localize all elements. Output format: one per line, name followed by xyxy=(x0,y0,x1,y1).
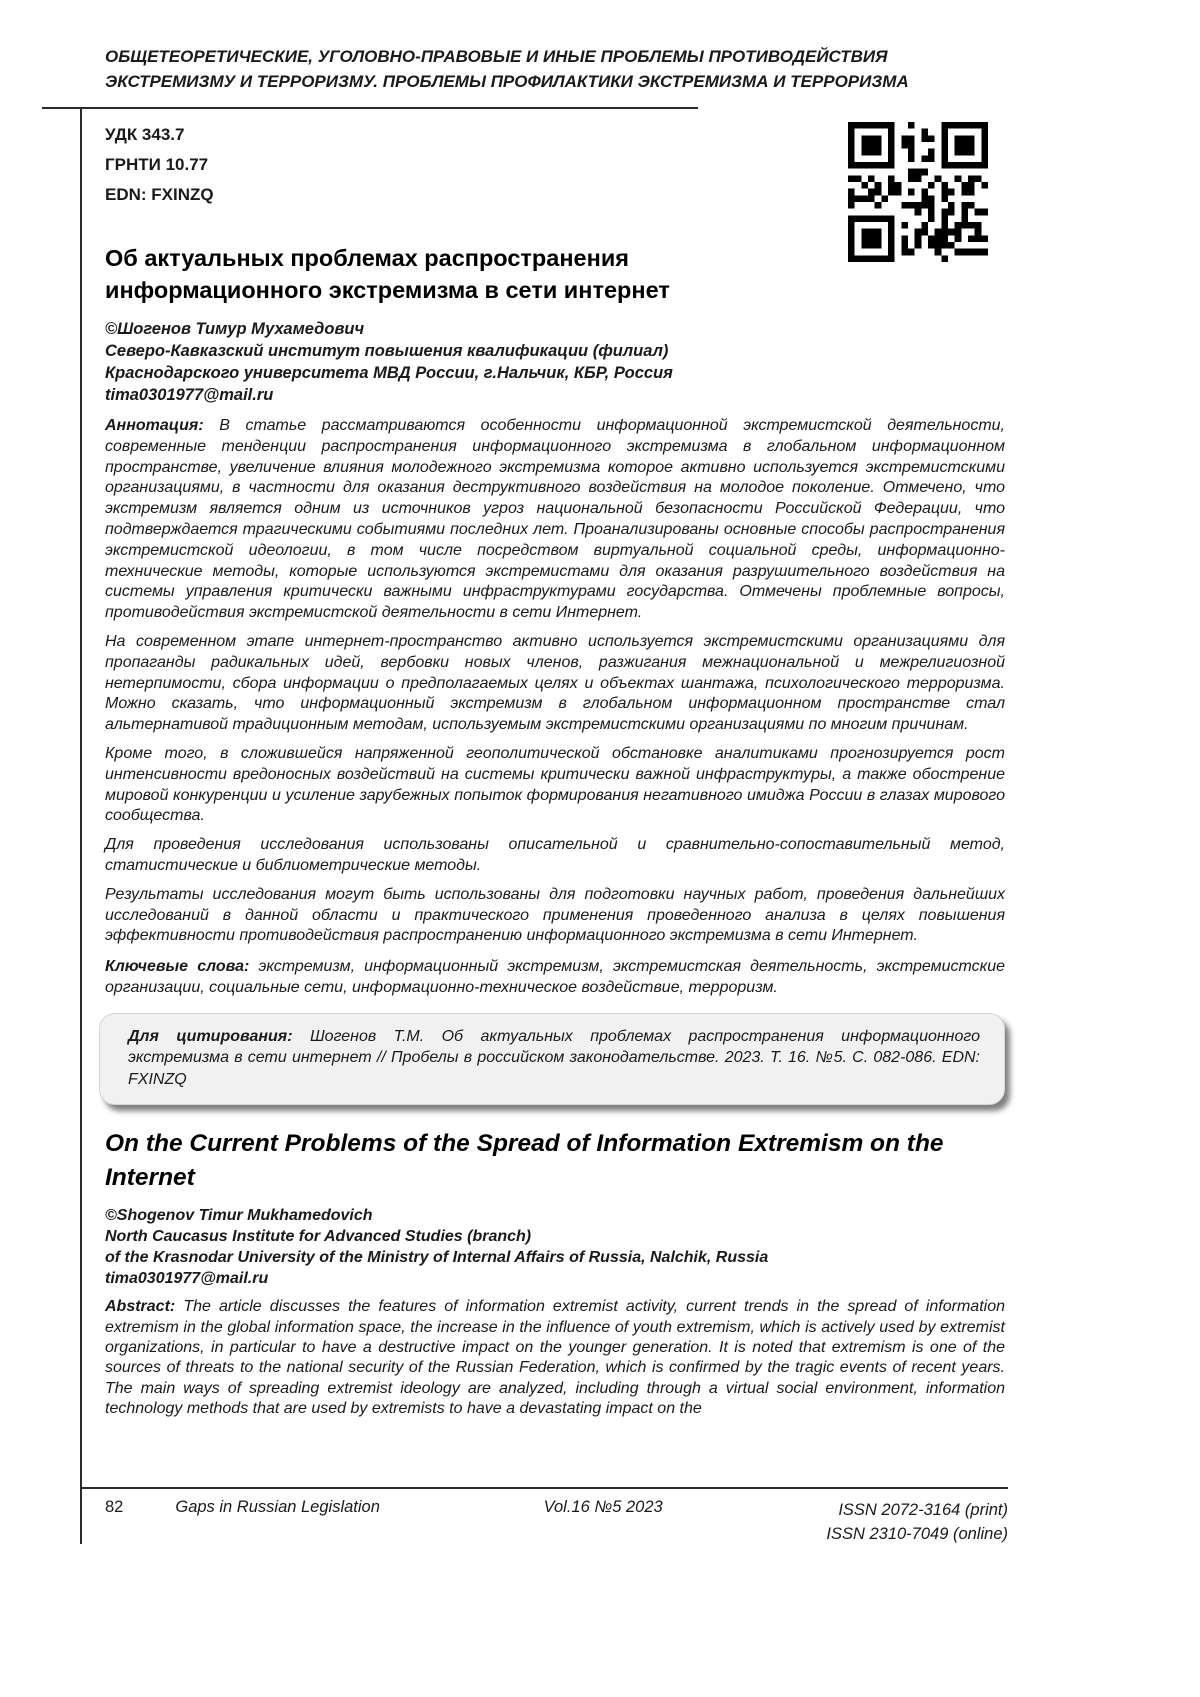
author-block-en xyxy=(105,1205,1005,1289)
abstract-ru xyxy=(105,416,1005,999)
footer-left xyxy=(105,1498,380,1517)
article-title-ru-line-2: информационного экстремизма в сети интернет xyxy=(105,277,670,303)
issn-online: ISSN 2310-7049 (online) xyxy=(826,1525,1008,1543)
abstract-paragraph: Кроме того, в сложившейся напряженной геополитической обстановке аналитиками прогнозируется рост интенсивности вредоносных воздействий на системы критически важной инфраструктуры, а также обострение мировой конкуренции и усиление зарубежных попыток формирования негативного имиджа России в глазах мирового сообщества. xyxy=(105,744,1005,825)
rubric-line-2: ЭКСТРЕМИЗМУ И ТЕРРОРИЗМУ. ПРОБЛЕМЫ ПРОФИЛАКТИКИ ЭКСТРЕМИЗМА И ТЕРРОРИЗМА xyxy=(105,72,909,91)
issn-block xyxy=(826,1498,1008,1546)
author-block-ru xyxy=(105,318,1005,406)
article-title-en xyxy=(105,1127,1005,1195)
journal-name: Gaps in Russian Legislation xyxy=(175,1498,380,1516)
page-number: 82 xyxy=(105,1498,124,1516)
abstract-paragraph xyxy=(105,416,1005,624)
citation-body: Шогенов Т.М. Об актуальных проблемах распространения информационного экстремизма в сети интернет // Пробелы в российском законодательстве. 2023. Т. 16. №5. С. 082-086. EDN: FXINZQ xyxy=(128,1027,980,1088)
citation-box xyxy=(99,1013,1005,1106)
rubric-line-1: ОБЩЕТЕОРЕТИЧЕСКИЕ, УГОЛОВНО-ПРАВОВЫЕ И ИНЫЕ ПРОБЛЕМЫ ПРОТИВОДЕЙСТВИЯ xyxy=(105,47,888,66)
affiliation-ru-line-1: Северо-Кавказский институт повышения квалификации (филиал) xyxy=(105,342,669,360)
article-title-ru-line-1: Об актуальных проблемах распространения xyxy=(105,245,629,271)
grnti-code: ГРНТИ 10.77 xyxy=(105,155,209,174)
article-title-ru xyxy=(105,242,1005,306)
author-email-ru: tima0301977@mail.ru xyxy=(105,386,274,404)
article-meta xyxy=(105,120,1005,210)
abstract-en xyxy=(105,1297,1005,1419)
rubric-header xyxy=(105,44,1005,94)
author-name-ru: ©Шогенов Тимур Мухамедович xyxy=(105,320,365,338)
abstract-label-ru: Аннотация: xyxy=(105,417,204,434)
issn-print: ISSN 2072-3164 (print) xyxy=(838,1501,1008,1519)
affiliation-ru-line-2: Краснодарского университета МВД России, г.Нальчик, КБР, Россия xyxy=(105,364,673,382)
citation-label: Для цитирования: xyxy=(128,1027,293,1045)
volume-issue: Vol.16 №5 2023 xyxy=(543,1498,663,1516)
article-title-en-line-1: On the Current Problems of the Spread of Information Extremism on the xyxy=(105,1130,944,1158)
keywords-text-ru: экстремизм, информационный экстремизм, экстремистская деятельность, экстремистские организации, социальные сети, информационно-техническое воздействие, терроризм. xyxy=(105,958,1006,996)
affiliation-en-line-2: of the Krasnodar University of the Ministry of Internal Affairs of Russia, Nalchik, Russia xyxy=(105,1249,769,1267)
affiliation-en-line-1: North Caucasus Institute for Advanced Studies (branch) xyxy=(105,1228,532,1246)
article-title-en-line-2: Internet xyxy=(105,1164,195,1192)
abstract-paragraph: Для проведения исследования использованы описательной и сравнительно-сопоставительный метод, статистические и библиометрические методы. xyxy=(105,836,1005,874)
page-footer xyxy=(80,1487,1008,1546)
abstract-paragraph-en xyxy=(105,1297,1005,1419)
citation-text xyxy=(128,1026,980,1091)
keywords-label-ru: Ключевые слова: xyxy=(105,958,250,976)
author-email-en: tima0301977@mail.ru xyxy=(105,1270,269,1288)
abstract-label-en: Abstract: xyxy=(105,1298,176,1316)
edn-code: EDN: FXINZQ xyxy=(105,185,214,204)
abstract-paragraph: Результаты исследования могут быть использованы для подготовки научных работ, проведения дальнейших исследований в данной области и практического применения проведенного анализа в целях повышения эффективности противодействия распространению информационного экстремизма в сети Интернет. xyxy=(105,885,1005,945)
udk-code: УДК 343.7 xyxy=(105,125,185,144)
author-name-en: ©Shogenov Timur Mukhamedovich xyxy=(105,1207,373,1225)
abstract-text-en: The article discusses the features of information extremist activity, current trends in the spread of information extremism in the global information space, the increase in the influence of youth extremism, which is actively used by extremist organizations, in particular to have a destructive impact on the younger generation. It is noted that extremism is one of the sources of threats to the national security of the Russian Federation, which is confirmed by the tragic events of recent years. The main ways of spreading extremist ideology are analyzed, including through a virtual social environment, information technology methods that are used by extremists to have a devastating impact on the xyxy=(105,1298,1006,1418)
abstract-text: В статье рассматриваются особенности информационной экстремистской деятельности, современные тенденции распространения информационного экстремизма в глобальном информационном пространстве, увеличение влияния молодежного экстремизма которое активно используется экстремистскими организациями, в частности для оказания деструктивного воздействия на молодое поколение. Отмечено, что экстремизм является одним из источников угроз национальной безопасности Российской Федерации, что подтверждается трагическими событиями последних лет. Проанализированы основные способы распространения экстремистской идеологии, в том числе посредством виртуальной социальной среды, информационно-технические методы, которые используются экстремистами для оказания разрушительного воздействия на системы управления критически важными инфраструктурами государства. Отмечены проблемные вопросы, противодействия экстремистской деятельности в сети Интернет. xyxy=(105,417,1006,622)
keywords-ru xyxy=(105,957,1005,999)
abstract-paragraph: На современном этапе интернет-пространство активно используется экстремистскими организациями для пропаганды радикальных идей, вербовки новых членов, разжигания межнациональной и межрелигиозной нетерпимости, сбора информации о предполагаемых целях и объектах шантажа, психологического терроризма. Можно сказать, что информационный экстремизм в глобальном информационном пространстве стал альтернативой традиционным методам, используемым экстремистскими организациями по многим причинам. xyxy=(105,632,1005,734)
